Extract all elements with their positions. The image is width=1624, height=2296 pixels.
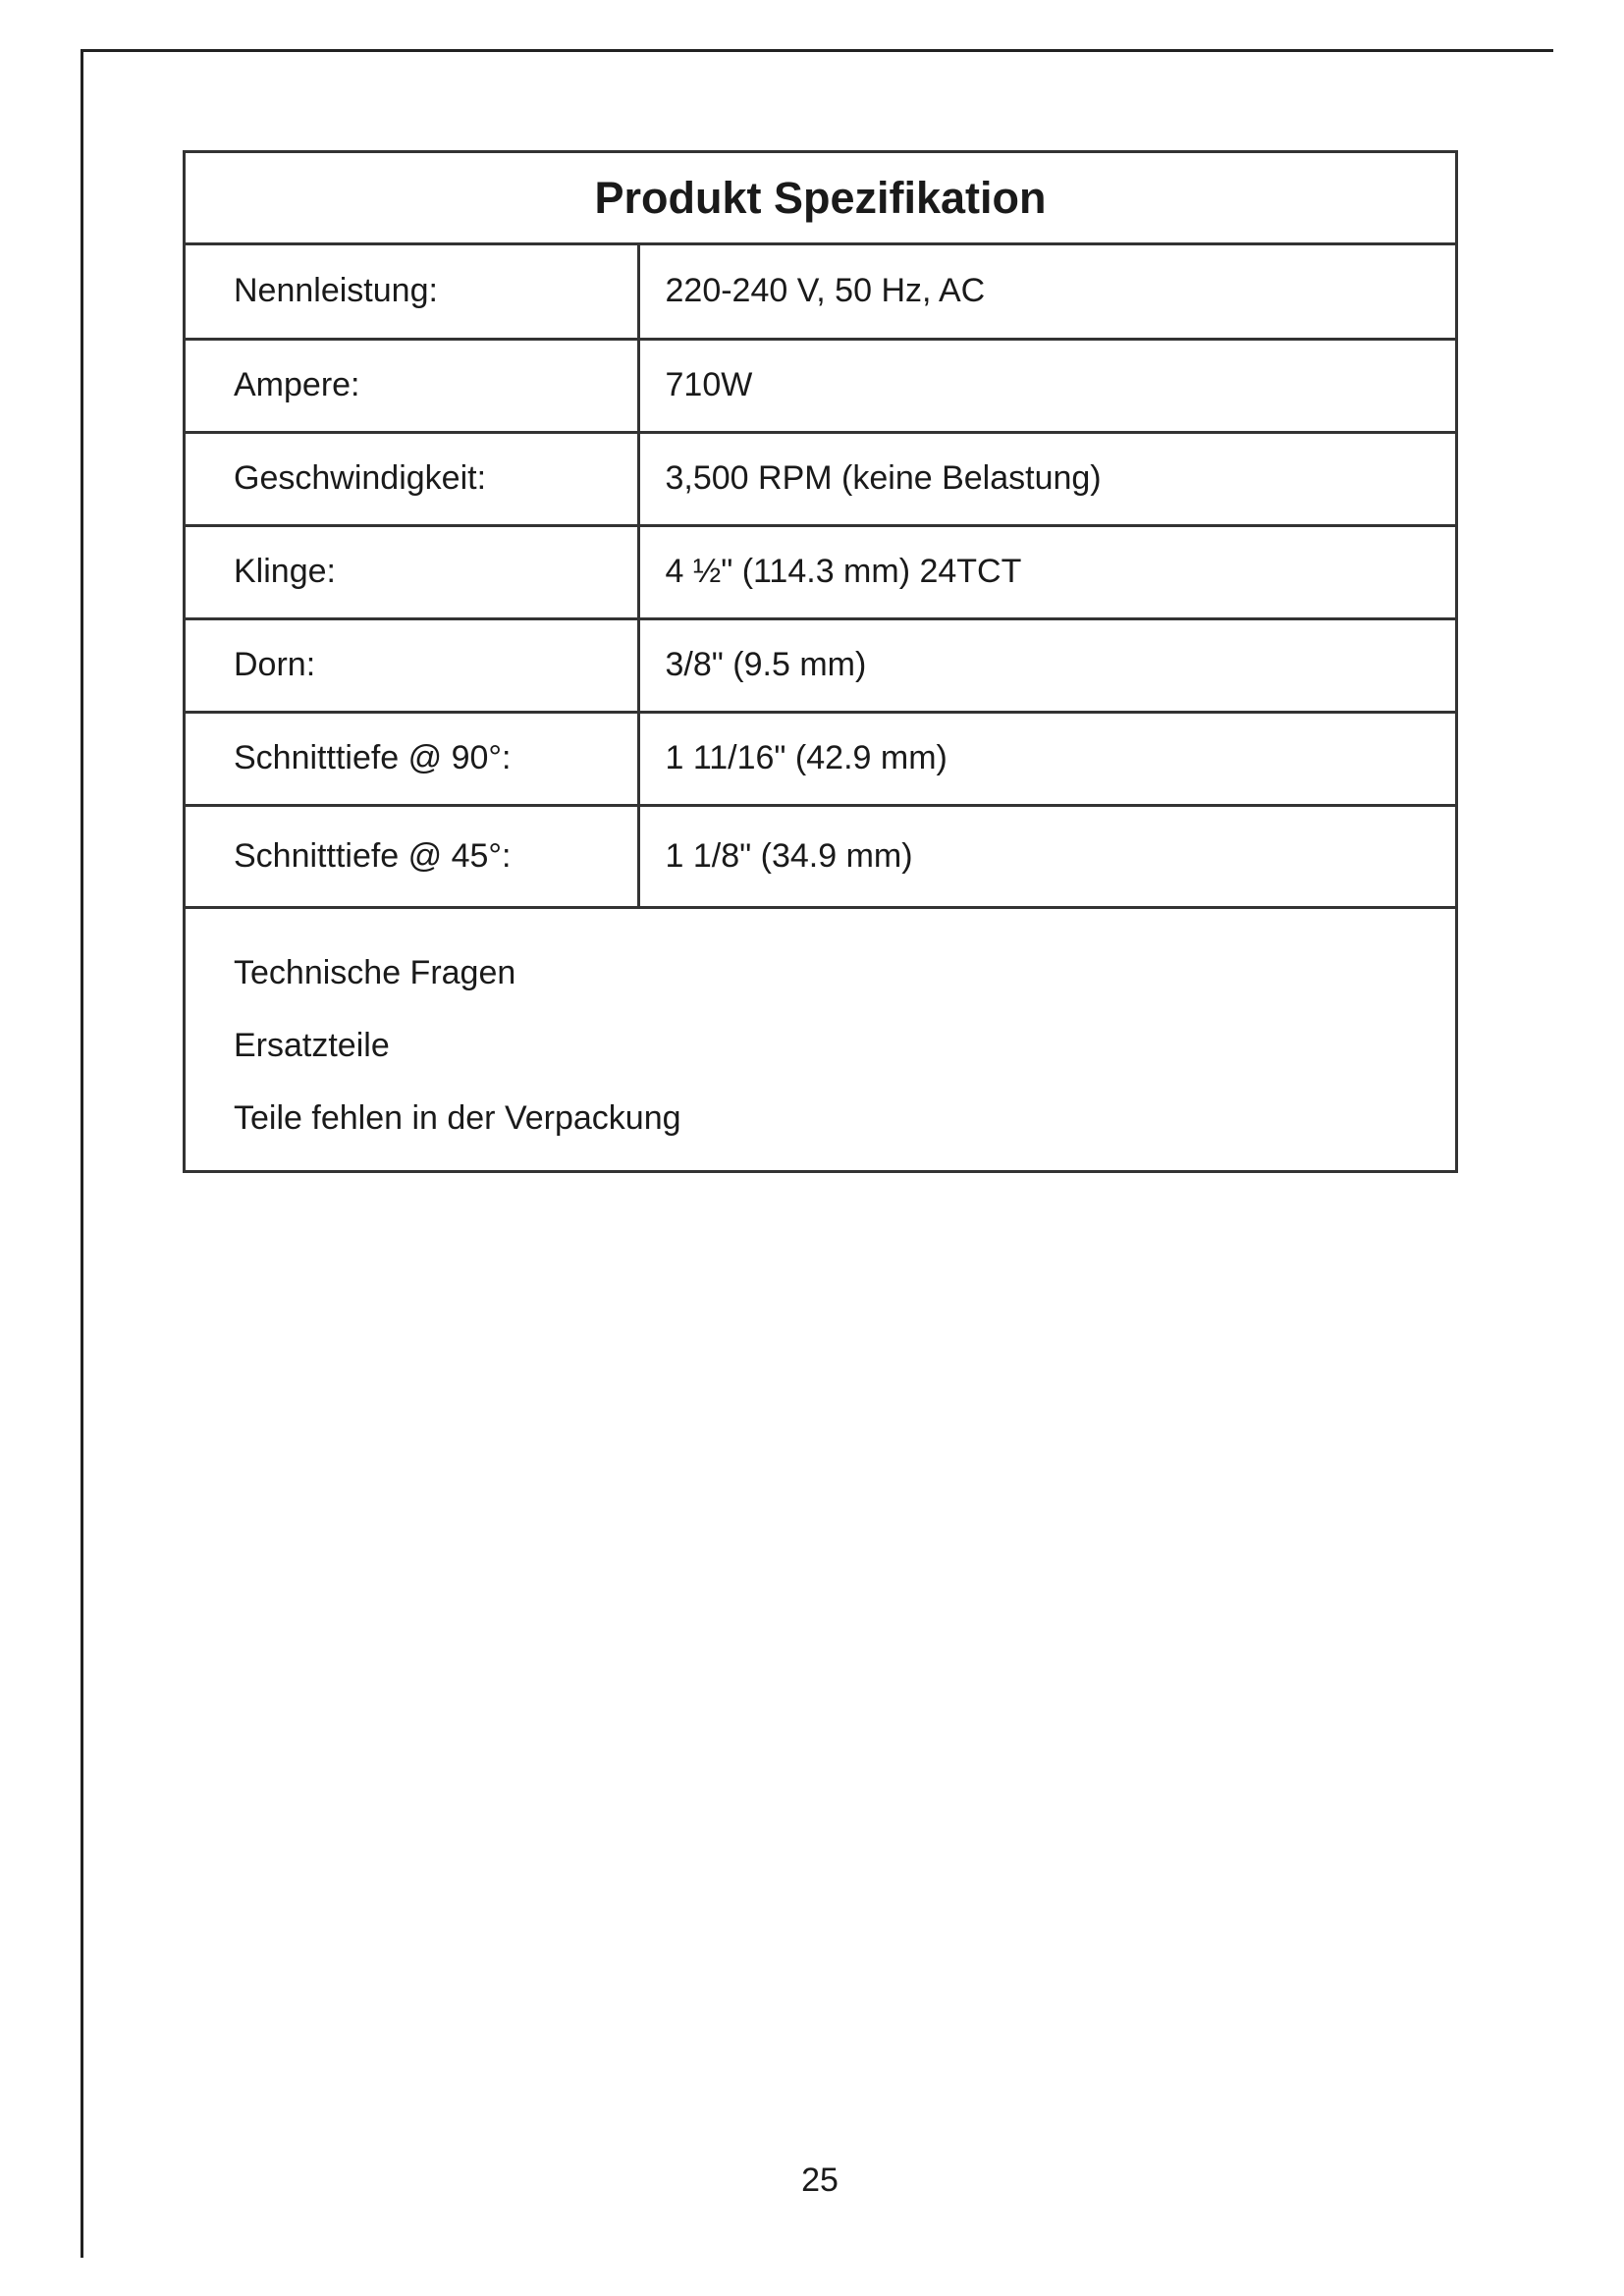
- spec-value: 4 ½" (114.3 mm) 24TCT: [638, 525, 1455, 618]
- spec-box: [183, 150, 1458, 1173]
- spec-value: 1 1/8" (34.9 mm): [638, 805, 1455, 907]
- spec-value: 3/8" (9.5 mm): [638, 618, 1455, 712]
- page-number: 25: [801, 2162, 839, 2199]
- table-row: [186, 432, 1455, 525]
- spec-table: [186, 245, 1455, 909]
- table-row: [186, 525, 1455, 618]
- spec-label: Ampere:: [186, 339, 638, 432]
- spec-value: 1 11/16" (42.9 mm): [638, 712, 1455, 805]
- spec-label: Geschwindigkeit:: [186, 432, 638, 525]
- table-row: [186, 618, 1455, 712]
- page-frame-top-rule: [81, 49, 1553, 52]
- page-frame-left-rule: [81, 49, 83, 2258]
- table-row: [186, 339, 1455, 432]
- note-item: Ersatzteile: [234, 1026, 390, 1064]
- spec-label: Schnitttiefe @ 90°:: [186, 712, 638, 805]
- note-item: Technische Fragen: [234, 953, 516, 991]
- spec-label: Dorn:: [186, 618, 638, 712]
- table-row: [186, 712, 1455, 805]
- table-row: [186, 805, 1455, 907]
- spec-value: 710W: [638, 339, 1455, 432]
- spec-title: Produkt Spezifikation: [186, 153, 1455, 245]
- spec-value: 3,500 RPM (keine Belastung): [638, 432, 1455, 525]
- spec-value: 220-240 V, 50 Hz, AC: [638, 245, 1455, 339]
- spec-label: Schnitttiefe @ 45°:: [186, 805, 638, 907]
- spec-label: Klinge:: [186, 525, 638, 618]
- spec-label: Nennleistung:: [186, 245, 638, 339]
- notes-section: [186, 909, 1455, 1154]
- table-row: [186, 245, 1455, 339]
- note-item: Teile fehlen in der Verpackung: [234, 1098, 681, 1137]
